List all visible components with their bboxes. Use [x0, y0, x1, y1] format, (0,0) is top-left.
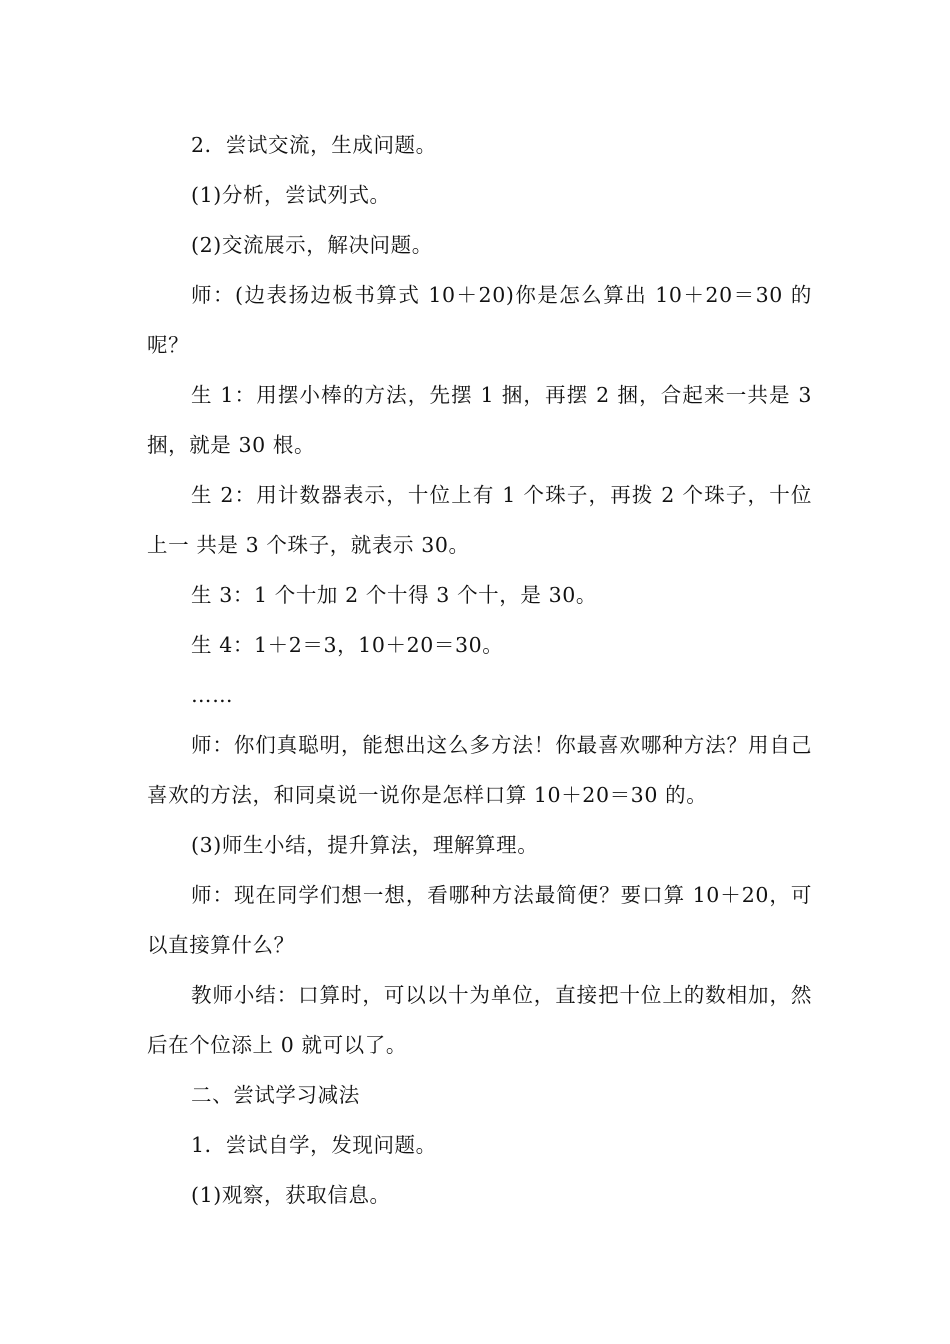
teacher-summary: 教师小结：口算时，可以以十为单位，直接把十位上的数相加，然后在个位添上 0 就可以了。: [147, 983, 812, 1057]
sub-step: (1)观察，获取信息。: [191, 1183, 391, 1207]
teacher-dialogue: 师：(边表扬边板书算式 10＋20)你是怎么算出 10＋20＝30 的呢？: [147, 283, 812, 357]
document-body: [147, 120, 812, 1220]
student-answer: 生 1：用摆小棒的方法，先摆 1 捆，再摆 2 捆，合起来一共是 3 捆，就是 30 根。: [147, 383, 812, 457]
sub-step: (1)分析，尝试列式。: [191, 183, 391, 207]
step-heading: 2．尝试交流，生成问题。: [191, 133, 437, 157]
sub-step: (3)师生小结，提升算法，理解算理。: [191, 833, 539, 857]
student-answer: 生 4：1＋2＝3，10＋20＝30。: [191, 633, 504, 657]
teacher-dialogue: 师：你们真聪明，能想出这么多方法！你最喜欢哪种方法？用自己喜欢的方法，和同桌说一说你是怎样口算 10＋20＝30 的。: [147, 733, 812, 807]
sub-step: (2)交流展示，解决问题。: [191, 233, 433, 257]
step-heading: 1．尝试自学，发现问题。: [191, 1133, 437, 1157]
ellipsis: ……: [191, 683, 234, 707]
section-heading: 二、尝试学习减法: [191, 1083, 360, 1107]
teacher-dialogue: 师：现在同学们想一想，看哪种方法最简便？要口算 10＋20，可以直接算什么？: [147, 883, 812, 957]
student-answer: 生 3：1 个十加 2 个十得 3 个十，是 30。: [191, 583, 597, 607]
student-answer: 生 2：用计数器表示，十位上有 1 个珠子，再拨 2 个珠子，十位上一 共是 3 个珠子，就表示 30。: [147, 483, 812, 557]
